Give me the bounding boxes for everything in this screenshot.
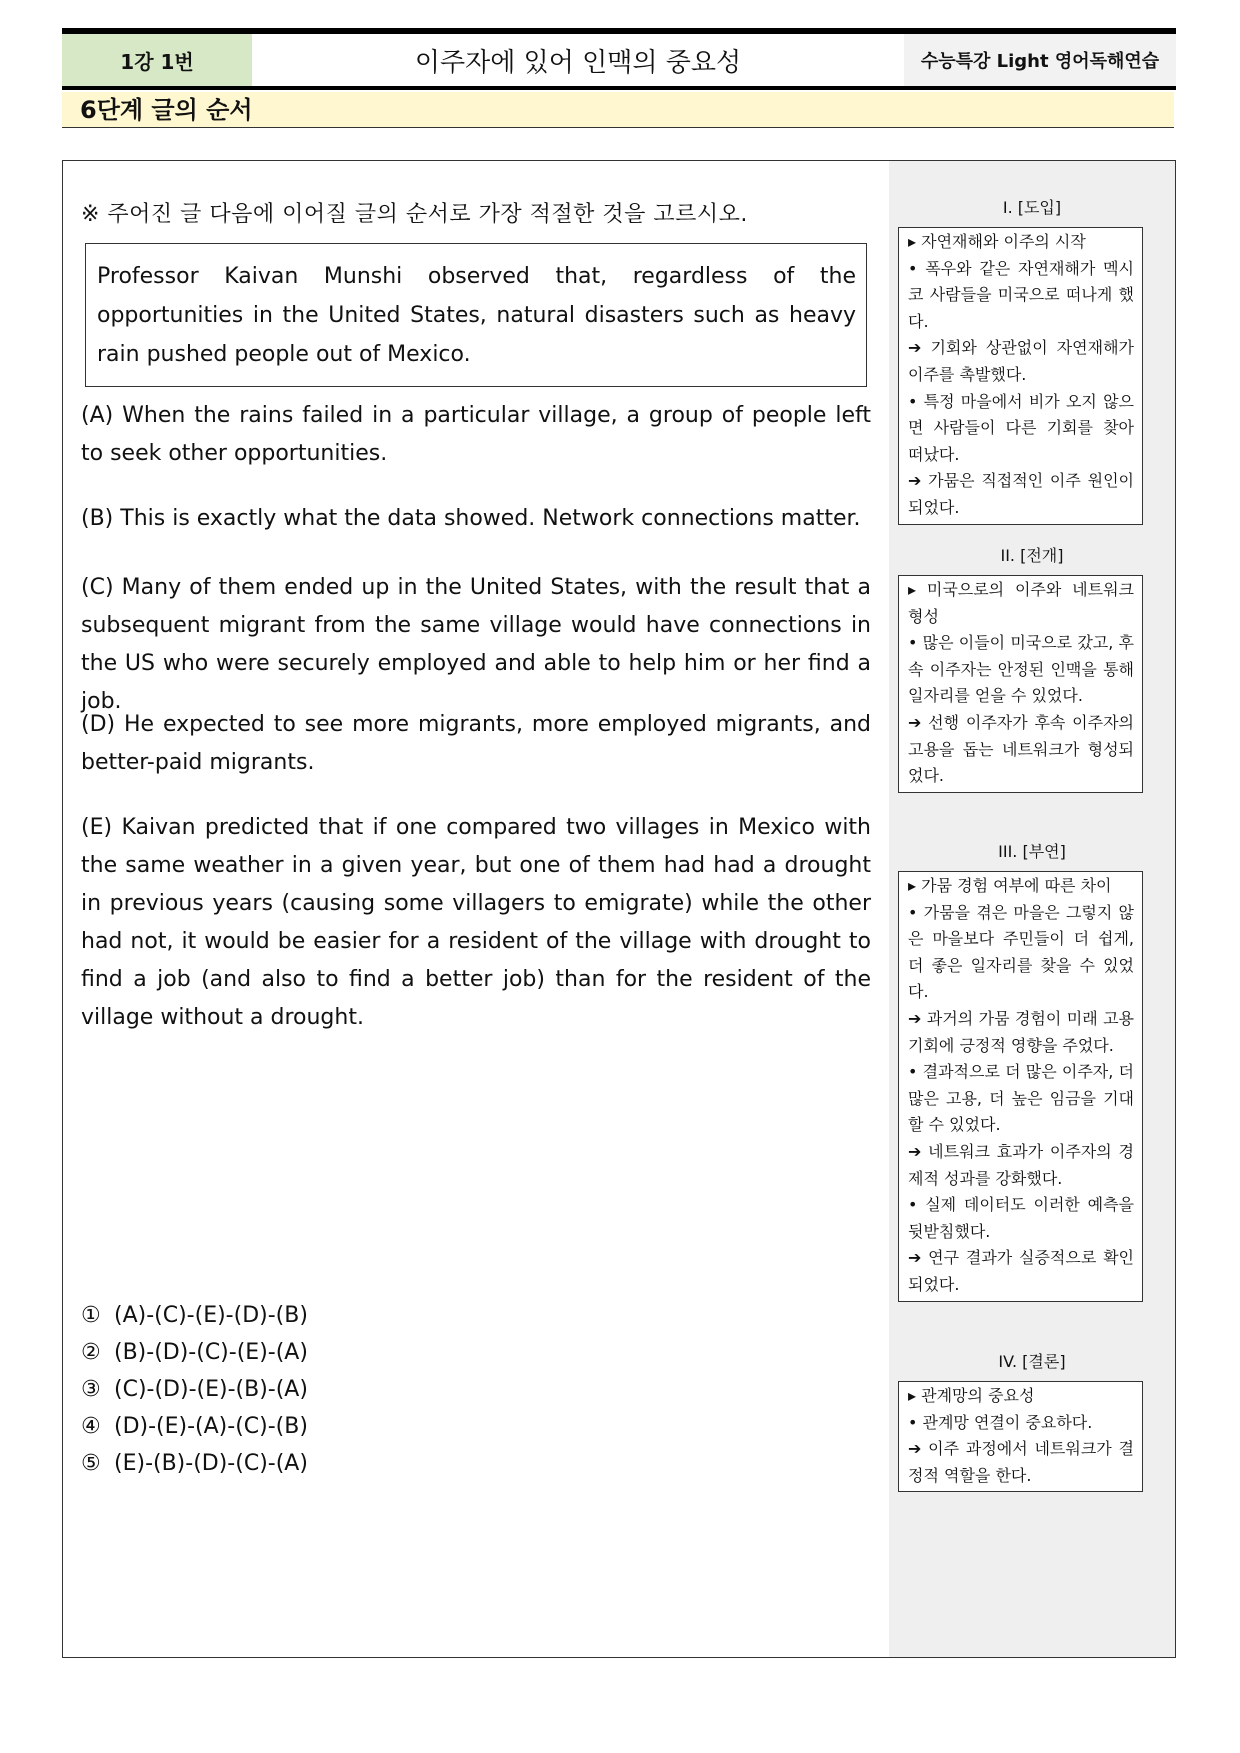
choice-number: ② <box>81 1340 101 1365</box>
choice-text: (D)-(E)-(A)-(C)-(B) <box>114 1414 308 1439</box>
content-frame <box>62 160 1176 1658</box>
given-text-box: Professor Kaivan Munshi observed that, regardless of the opportunities in the United States, natural disasters such as heavy rain pushed people out of Mexico. <box>85 243 867 387</box>
choice-4[interactable] <box>81 1408 308 1445</box>
section-heading-development: II. [전개] <box>1000 546 1064 565</box>
summary-sidebar <box>889 161 1175 1657</box>
choice-text: (E)-(B)-(D)-(C)-(A) <box>114 1451 308 1476</box>
choice-5[interactable] <box>81 1445 308 1482</box>
choice-text: (A)-(C)-(E)-(D)-(B) <box>114 1303 308 1328</box>
summary-line: • 관계망 연결이 중요하다. <box>908 1412 1093 1432</box>
paragraph-e: (E) Kaivan predicted that if one compared two villages in Mexico with the same weather in a given year, but one of them had had a drought in previous years (causing some villagers to emigrate) while the other had not, it would be easier for a resident of the village with drought to find a job (and also to find a better job) than for the resident of the village without a drought. <box>81 815 871 1030</box>
summary-line: ▸ 자연재해와 이주의 시작 <box>908 232 1086 251</box>
answer-choices <box>81 1297 308 1482</box>
choice-number: ③ <box>81 1377 101 1402</box>
choice-number: ④ <box>81 1414 101 1439</box>
summary-line: ➔ 이주 과정에서 네트워크가 결정적 역할을 한다. <box>908 1439 1134 1485</box>
choice-text: (B)-(D)-(C)-(E)-(A) <box>114 1340 308 1365</box>
header-bar <box>62 28 1176 90</box>
section-box-intro <box>898 227 1143 525</box>
series-name: 수능특강 Light 영어독해연습 <box>904 34 1176 86</box>
choice-2[interactable] <box>81 1334 308 1371</box>
page-title: 이주자에 있어 인맥의 중요성 <box>414 47 742 78</box>
summary-line: ➔ 과거의 가뭄 경험이 미래 고용 기회에 긍정적 영향을 주었다. <box>908 1008 1134 1055</box>
summary-line: ➔ 기회와 상관없이 자연재해가 이주를 촉발했다. <box>908 338 1134 384</box>
choice-1[interactable] <box>81 1297 308 1334</box>
summary-line: ➔ 선행 이주자가 후속 이주자의 고용을 돕는 네트워크가 형성되었다. <box>908 712 1134 786</box>
paragraph-a: (A) When the rains failed in a particular village, a group of people left to seek other opportunities. <box>81 403 871 466</box>
question-area <box>63 161 891 1657</box>
summary-line: ➔ 네트워크 효과가 이주자의 경제적 성과를 강화했다. <box>908 1141 1134 1188</box>
summary-line: • 가뭄을 겪은 마을은 그렇지 않은 마을보다 주민들이 더 쉽게, 더 좋은 일자리를 찾을 수 있었다. <box>908 902 1134 1002</box>
section-heading-intro: I. [도입] <box>1002 198 1062 217</box>
summary-line: • 폭우와 같은 자연재해가 멕시코 사람들을 미국으로 떠나게 했다. <box>908 258 1134 331</box>
paragraph-b: (B) This is exactly what the data showed. Network connections matter. <box>81 506 861 531</box>
summary-line: ➔ 연구 결과가 실증적으로 확인되었다. <box>908 1248 1134 1294</box>
choice-text: (C)-(D)-(E)-(B)-(A) <box>114 1377 308 1402</box>
section-box-development <box>898 575 1143 793</box>
summary-line: ➔ 가뭄은 직접적인 이주 원인이 되었다. <box>908 471 1134 517</box>
section-box-conclusion <box>898 1381 1143 1492</box>
summary-line: ▸ 관계망의 중요성 <box>908 1386 1035 1405</box>
choice-number: ① <box>81 1303 101 1328</box>
summary-line: • 많은 이들이 미국으로 갔고, 후속 이주자는 안정된 인맥을 통해 일자리를 얻을 수 있었다. <box>908 633 1134 706</box>
summary-line: ▸ 가뭄 경험 여부에 따른 차이 <box>908 876 1112 895</box>
summary-line: • 결과적으로 더 많은 이주자, 더 많은 고용, 더 높은 임금을 기대할 수 있었다. <box>908 1062 1134 1135</box>
section-heading-elaboration: III. [부연] <box>998 842 1066 861</box>
choice-number: ⑤ <box>81 1451 101 1476</box>
summary-line: • 특정 마을에서 비가 오지 않으면 사람들이 다른 기회를 찾아 떠났다. <box>908 391 1134 464</box>
section-heading-conclusion: IV. [결론] <box>998 1352 1066 1371</box>
choice-3[interactable] <box>81 1371 308 1408</box>
lesson-number: 1강 1번 <box>62 34 252 86</box>
paragraph-c: (C) Many of them ended up in the United States, with the result that a subsequent migrant from the same village would have connections in the US who were securely employed and able to help him or her find a job. <box>81 575 871 714</box>
paragraph-d: (D) He expected to see more migrants, more employed migrants, and better-paid migrants. <box>81 712 871 775</box>
section-box-elaboration <box>898 871 1143 1302</box>
summary-line: ▸ 미국으로의 이주와 네트워크 형성 <box>908 580 1134 626</box>
stage-label: 6단계 글의 순서 <box>62 92 1174 128</box>
instruction: ※ 주어진 글 다음에 이어질 글의 순서로 가장 적절한 것을 고르시오. <box>81 202 748 227</box>
summary-line: • 실제 데이터도 이러한 예측을 뒷받침했다. <box>908 1195 1134 1241</box>
